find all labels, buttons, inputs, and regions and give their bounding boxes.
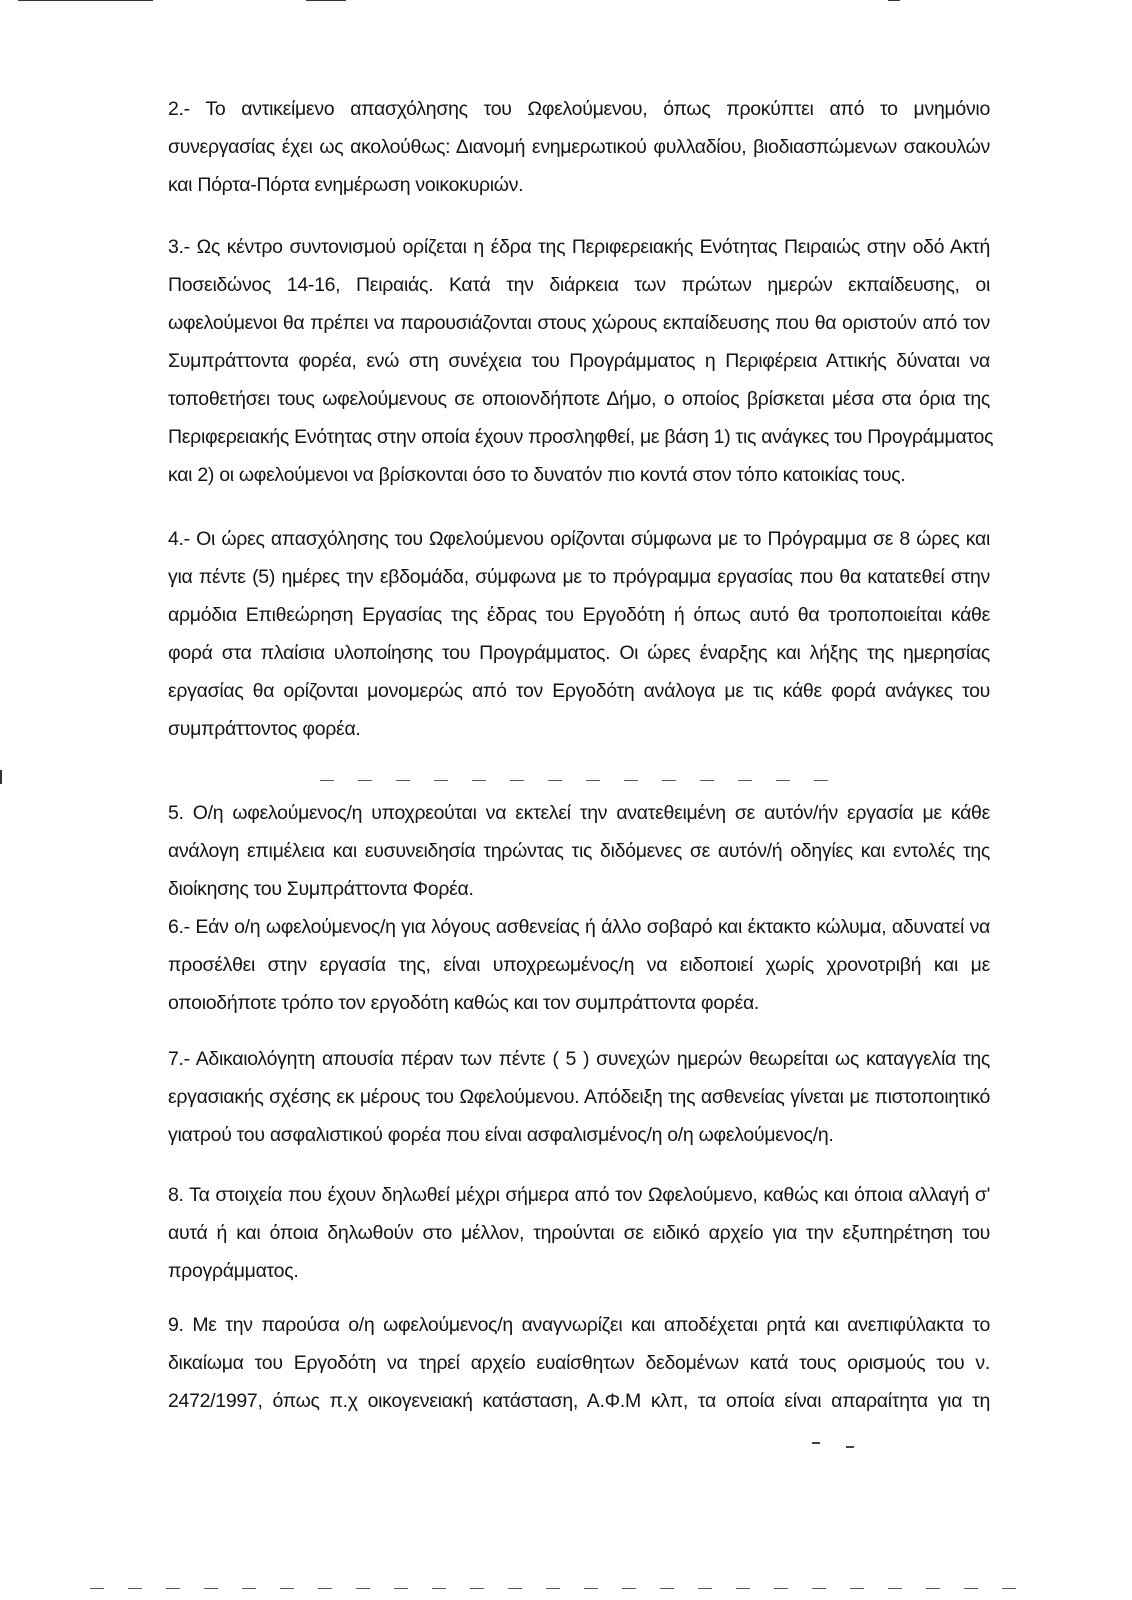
paragraph-8-line-3: προγράμματος. <box>168 1260 299 1282</box>
paragraph-9-line-1: 9. Με την παρούσα ο/η ωφελούμενος/η αναγνωρίζει και αποδέχεται ρητά και ανεπιφύλακτα το <box>168 1314 990 1336</box>
paragraph-4-line-3: αρμόδια Επιθεώρηση Εργασίας της έδρας του Εργοδότη ή όπως αυτό θα τροποποιείται κάθε <box>168 604 990 626</box>
scan-speck-2 <box>846 1446 854 1448</box>
scan-mark-top-right <box>888 0 900 1</box>
scan-mark-top-center <box>306 0 346 1</box>
paragraph-8 <box>168 1176 990 1290</box>
paragraph-3-line-5: τοποθετήσει τους ωφελούμενους σε οποιονδήποτε Δήμο, ο οποίος βρίσκεται μέσα στα όρια της <box>168 388 990 410</box>
paragraph-4-line-6: συμπράττοντος φορέα. <box>168 718 361 740</box>
paragraph-3-line-3: ωφελούμενοι θα πρέπει να παρουσιάζονται στους χώρους εκπαίδευσης που θα οριστούν από τον <box>168 312 990 334</box>
paragraph-5-line-3: διοίκησης του Συμπράττοντα Φορέα. <box>168 878 474 900</box>
paragraph-8-line-1: 8. Τα στοιχεία που έχουν δηλωθεί μέχρι σήμερα από τον Ωφελούμενο, καθώς και όποια αλλαγή σ' <box>168 1184 990 1206</box>
paragraph-7 <box>168 1040 990 1154</box>
paragraph-5-line-1: 5. Ο/η ωφελούμενος/η υποχρεούται να εκτελεί την ανατεθειμένη σε αυτόν/ήν εργασία με κάθε <box>168 802 990 824</box>
paragraph-4-line-2: για πέντε (5) ημέρες την εβδομάδα, σύμφωνα με το πρόγραμμα εργασίας που θα κατατεθεί στην <box>168 566 990 588</box>
scan-mark-top-left <box>18 0 153 1</box>
paragraph-6-line-3: οποιοδήποτε τρόπο τον εργοδότη καθώς και τον συμπράττοντα φορέα. <box>168 992 760 1014</box>
paragraph-9-line-2: δικαίωμα του Εργοδότη να τηρεί αρχείο ευαίσθητων δεδομένων κατά τους ορισμούς του ν. <box>168 1352 990 1374</box>
paragraph-3 <box>168 228 994 494</box>
paragraph-7-line-3: γιατρού του ασφαλιστικού φορέα που είναι ασφαλισμένος/η ο/η ωφελούμενος/η. <box>168 1124 834 1146</box>
paragraph-9 <box>168 1306 990 1420</box>
paragraph-3-line-7: και 2) οι ωφελούμενοι να βρίσκονται όσο το δυνατόν πιο κοντά στον τόπο κατοικίας τους. <box>168 464 906 486</box>
paragraph-3-line-4: Συμπράττοντα φορέα, ενώ στη συνέχεια του Προγράμματος η Περιφέρεια Αττικής δύναται να <box>168 350 990 372</box>
paragraph-6-line-2: προσέλθει στην εργασία της, είναι υποχρεωμένος/η να ειδοποιεί χωρίς χρονοτριβή και με <box>168 954 990 976</box>
paragraph-8-line-2: αυτά ή και όποια δηλωθούν στο μέλλον, τηρούνται σε ειδικό αρχείο για την εξυπηρέτηση του <box>168 1222 990 1244</box>
paragraph-2 <box>168 90 990 204</box>
paragraph-2-line-2: συνεργασίας έχει ως ακολούθως: Διανομή ενημερωτικού φυλλαδίου, βιοδιασπώμενων σακουλών <box>168 136 990 158</box>
paragraph-3-line-2: Ποσειδώνος 14-16, Πειραιάς. Κατά την διάρκεια των πρώτων ημερών εκπαίδευσης, οι <box>168 274 990 296</box>
paragraph-4 <box>168 520 990 748</box>
scan-dash-line-bottom <box>90 1588 1040 1589</box>
scan-speck-1 <box>812 1442 820 1444</box>
paragraph-5-line-2: ανάλογη επιμέλεια και ευσυνειδησία τηρώντας τις διδόμενες σε αυτόν/ή οδηγίες και εντολές της <box>168 840 990 862</box>
paragraph-9-line-3: 2472/1997, όπως π.χ οικογενειακή κατάσταση, Α.Φ.Μ κλπ, τα οποία είναι απαραίτητα για τη <box>168 1390 990 1412</box>
paragraph-2-line-1: 2.- Το αντικείμενο απασχόλησης του Ωφελούμενου, όπως προκύπτει από το μνημόνιο <box>168 98 990 120</box>
paragraph-5 <box>168 794 990 908</box>
paragraph-6-line-1: 6.- Εάν ο/η ωφελούμενος/η για λόγους ασθενείας ή άλλο σοβαρό και έκτακτο κώλυμα, αδυνατεί να <box>168 916 990 938</box>
paragraph-2-line-3: και Πόρτα-Πόρτα ενημέρωση νοικοκυριών. <box>168 174 524 196</box>
paragraph-4-line-5: εργασίας θα ορίζονται μονομερώς από τον Εργοδότη ανάλογα με τις κάθε φορά ανάγκες του <box>168 680 990 702</box>
paragraph-6 <box>168 908 990 1022</box>
paragraph-7-line-1: 7.- Αδικαιολόγητη απουσία πέραν των πέντε ( 5 ) συνεχών ημερών θεωρείται ως καταγγελία της <box>168 1048 990 1070</box>
scan-mark-left-edge <box>0 770 2 784</box>
paragraph-4-line-1: 4.- Οι ώρες απασχόλησης του Ωφελούμενου ορίζονται σύμφωνα με το Πρόγραμμα σε 8 ώρες και <box>168 528 990 550</box>
paragraph-3-line-1: 3.- Ως κέντρο συντονισμού ορίζεται η έδρα της Περιφερειακής Ενότητας Πειραιώς στην οδό Ακτή <box>168 236 990 258</box>
scan-dash-line-mid <box>320 780 840 781</box>
paragraph-7-line-2: εργασιακής σχέσης εκ μέρους του Ωφελούμενου. Απόδειξη της ασθενείας γίνεται με πιστοποιητικό <box>168 1086 990 1108</box>
paragraph-4-line-4: φορά στα πλαίσια υλοποίησης του Προγράμματος. Οι ώρες έναρξης και λήξης της ημερησίας <box>168 642 990 664</box>
paragraph-3-line-6: Περιφερειακής Ενότητας στην οποία έχουν προσληφθεί, με βάση 1) τις ανάγκες του Προγράμματος <box>168 426 994 448</box>
